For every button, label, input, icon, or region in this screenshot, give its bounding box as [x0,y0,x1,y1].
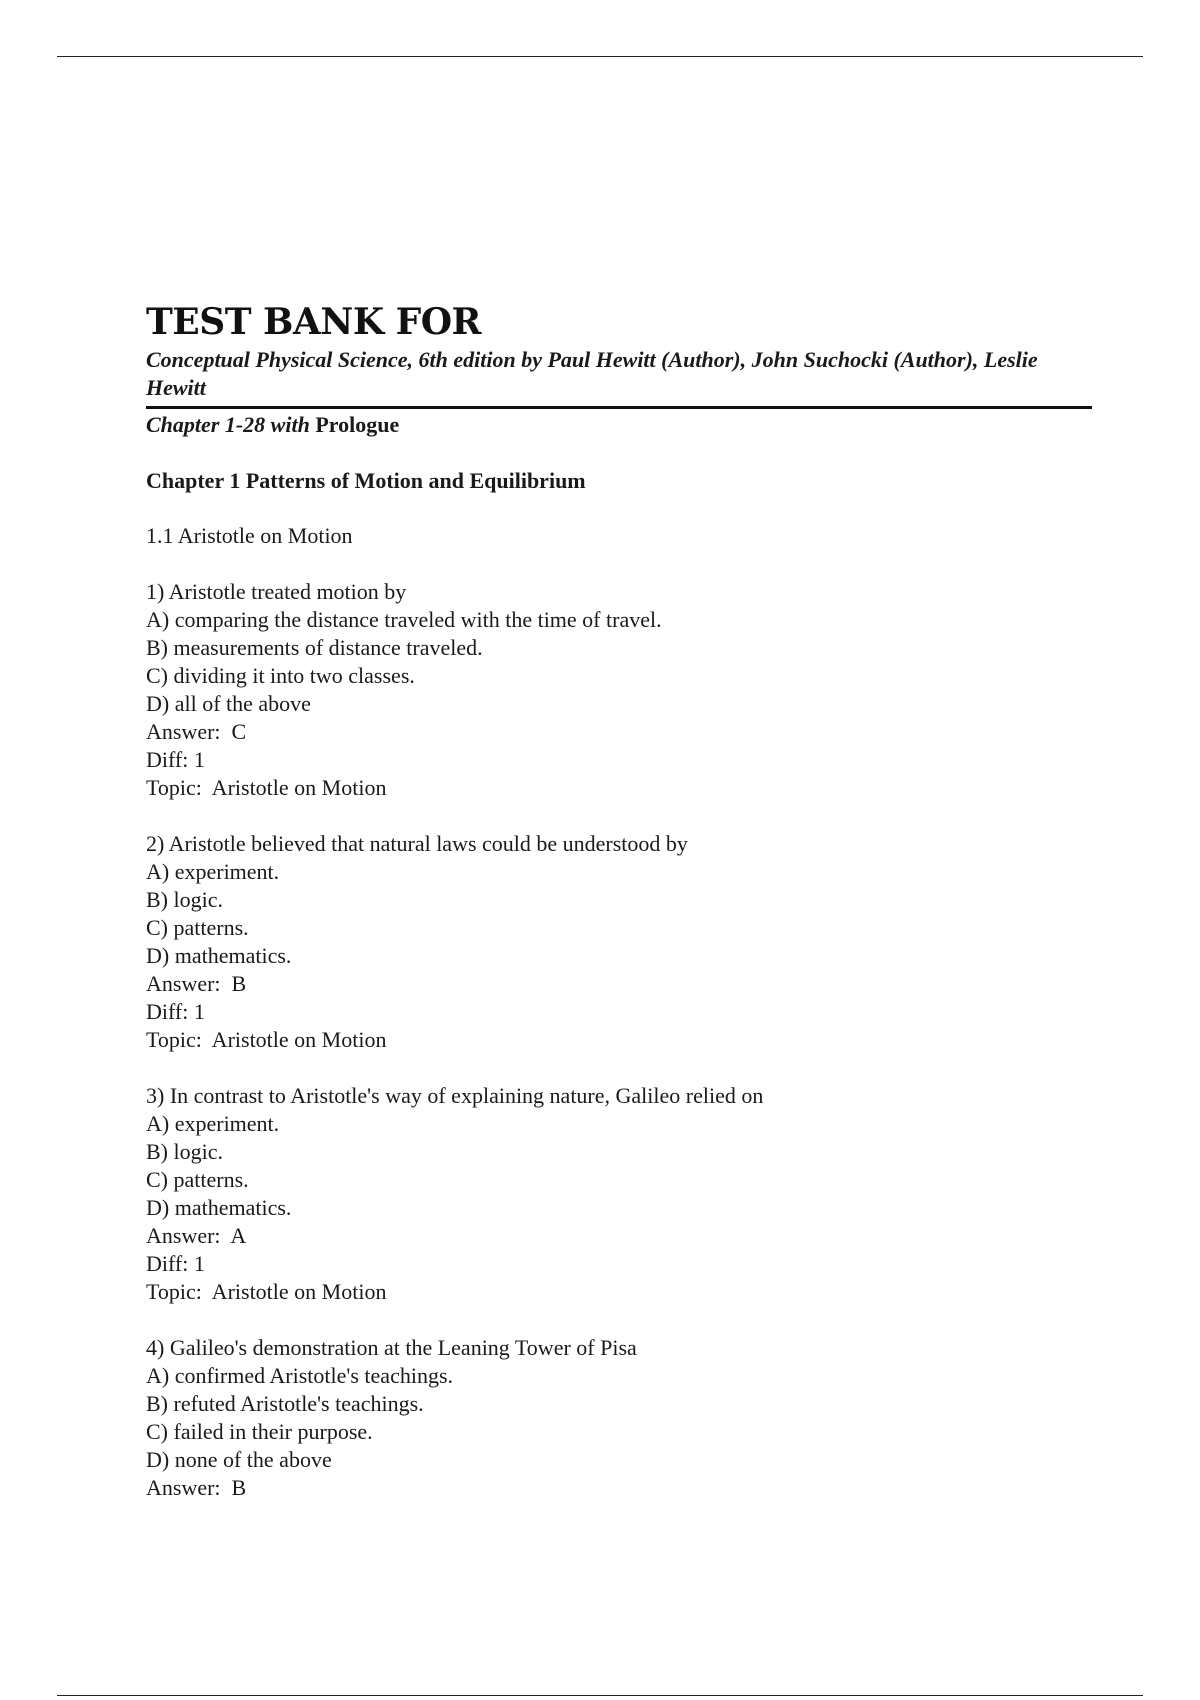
book-subtitle: Conceptual Physical Science, 6th edition by Paul Hewitt (Author), John Suchocki (Author), Leslie Hewitt [146,347,1038,400]
topic: Topic: Aristotle on Motion [146,1027,387,1052]
option-a: A) experiment. [146,1111,280,1136]
question-stem: 4) Galileo's demonstration at the Leaning Tower of Pisa [146,1335,637,1360]
option-d: D) all of the above [146,691,311,716]
option-b: B) refuted Aristotle's teachings. [146,1391,424,1416]
answer: Answer: B [146,1475,247,1500]
difficulty: Diff: 1 [146,747,205,772]
page-top-rule [57,56,1143,57]
topic: Topic: Aristotle on Motion [146,1279,387,1304]
topic: Topic: Aristotle on Motion [146,775,387,800]
option-a: A) confirmed Aristotle's teachings. [146,1363,454,1388]
answer: Answer: A [146,1223,247,1248]
section-heading: 1.1 Aristotle on Motion [146,523,353,548]
difficulty: Diff: 1 [146,999,205,1024]
question-3 [146,1082,1096,1306]
document-body [146,300,1096,1502]
option-c: C) dividing it into two classes. [146,663,415,688]
option-c: C) patterns. [146,1167,249,1192]
option-d: D) none of the above [146,1447,332,1472]
option-c: C) failed in their purpose. [146,1419,373,1444]
question-stem: 3) In contrast to Aristotle's way of explaining nature, Galileo relied on [146,1083,764,1108]
option-d: D) mathematics. [146,943,292,968]
option-c: C) patterns. [146,915,249,940]
option-a: A) comparing the distance traveled with the time of travel. [146,607,662,632]
chapter-range-italic: Chapter 1-28 with [146,412,310,437]
chapter-range [146,411,1096,439]
question-stem: 1) Aristotle treated motion by [146,579,407,604]
question-stem: 2) Aristotle believed that natural laws could be understood by [146,831,688,856]
option-b: B) logic. [146,1139,223,1164]
option-a: A) experiment. [146,859,280,884]
page-bottom-rule [57,1695,1143,1696]
chapter-range-bold: Prologue [315,412,400,437]
question-2 [146,830,1096,1054]
answer: Answer: C [146,719,247,744]
option-b: B) logic. [146,887,223,912]
question-4 [146,1334,1096,1502]
chapter-heading: Chapter 1 Patterns of Motion and Equilibrium [146,468,586,493]
difficulty: Diff: 1 [146,1251,205,1276]
question-1 [146,578,1096,802]
option-b: B) measurements of distance traveled. [146,635,483,660]
option-d: D) mathematics. [146,1195,292,1220]
answer: Answer: B [146,971,247,996]
document-title: TEST BANK FOR [146,301,481,343]
title-divider [146,406,1092,409]
